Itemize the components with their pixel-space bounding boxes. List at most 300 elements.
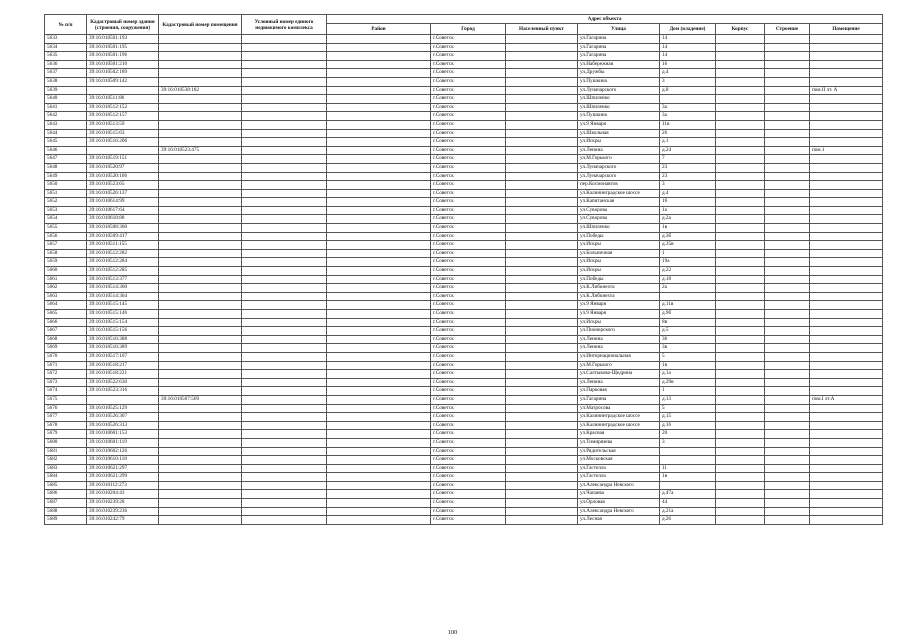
cell-settlement — [506, 327, 578, 336]
cell-district — [327, 404, 431, 413]
cell-house: 1в — [660, 361, 716, 370]
cell-street: ул.Ленина — [578, 378, 660, 387]
cell-city: г.Советск — [431, 464, 506, 473]
cell-pomeschenie — [810, 481, 883, 490]
cell-cadastral-building: 39:16:010512:157 — [87, 112, 159, 121]
cell-korpus — [716, 378, 765, 387]
cell-num: 5635 — [45, 52, 87, 61]
cell-street: ул.Дружбы — [578, 69, 660, 78]
cell-district — [327, 344, 431, 353]
cell-conditional-complex — [242, 473, 327, 482]
cell-settlement — [506, 378, 578, 387]
cell-street: ул.Матросова — [578, 404, 660, 413]
cell-city: г.Советск — [431, 95, 506, 104]
cell-num: 5641 — [45, 103, 87, 112]
cell-district — [327, 112, 431, 121]
cell-district — [327, 35, 431, 44]
cell-house: 3 — [660, 438, 716, 447]
table-row — [45, 69, 883, 78]
cell-district — [327, 172, 431, 181]
cell-cadastral-room — [159, 481, 242, 490]
cell-street: ул.Пионерского — [578, 327, 660, 336]
table-row — [45, 464, 883, 473]
cell-settlement — [506, 361, 578, 370]
cell-pomeschenie — [810, 507, 883, 516]
cell-street: ул.Пушкина — [578, 112, 660, 121]
cell-korpus — [716, 395, 765, 404]
cell-cadastral-room — [159, 516, 242, 525]
cell-city: г.Советск — [431, 430, 506, 439]
page-number: 100 — [447, 629, 458, 636]
cell-district — [327, 327, 431, 336]
table-row — [45, 103, 883, 112]
cell-conditional-complex — [242, 198, 327, 207]
cell-stroenie — [765, 69, 810, 78]
cell-num: 5671 — [45, 361, 87, 370]
cell-settlement — [506, 301, 578, 310]
cell-street: ул.Капитанская — [578, 198, 660, 207]
cell-district — [327, 77, 431, 86]
cell-conditional-complex — [242, 335, 327, 344]
cell-stroenie — [765, 361, 810, 370]
cell-cadastral-room — [159, 499, 242, 508]
cell-cadastral-room — [159, 310, 242, 319]
col-header-district: Район — [327, 24, 431, 35]
cell-city: г.Советск — [431, 172, 506, 181]
cell-cadastral-room — [159, 163, 242, 172]
cell-city: г.Советск — [431, 327, 506, 336]
cell-num: 5645 — [45, 138, 87, 147]
cell-num: 5664 — [45, 301, 87, 310]
cell-stroenie — [765, 129, 810, 138]
cell-district — [327, 516, 431, 525]
cell-pomeschenie — [810, 138, 883, 147]
cell-stroenie — [765, 481, 810, 490]
cell-street: ул.Победы — [578, 232, 660, 241]
cell-cadastral-room — [159, 335, 242, 344]
cell-city: г.Советск — [431, 215, 506, 224]
cell-korpus — [716, 35, 765, 44]
cell-city: г.Советск — [431, 241, 506, 250]
cell-conditional-complex — [242, 43, 327, 52]
cell-pomeschenie — [810, 413, 883, 422]
cell-house: д.8 — [660, 86, 716, 95]
cell-pomeschenie — [810, 69, 883, 78]
cell-street: ул.Шпиленко — [578, 224, 660, 233]
cell-cadastral-room — [159, 352, 242, 361]
cell-pomeschenie — [810, 447, 883, 456]
cell-district — [327, 292, 431, 301]
table-row — [45, 310, 883, 319]
cell-settlement — [506, 86, 578, 95]
cell-stroenie — [765, 378, 810, 387]
table-row — [45, 378, 883, 387]
cell-cadastral-building — [87, 395, 159, 404]
cell-settlement — [506, 490, 578, 499]
cell-settlement — [506, 370, 578, 379]
cell-num: 5668 — [45, 335, 87, 344]
cell-stroenie — [765, 112, 810, 121]
cell-conditional-complex — [242, 499, 327, 508]
cell-cadastral-room — [159, 138, 242, 147]
cell-pomeschenie — [810, 249, 883, 258]
cell-conditional-complex — [242, 146, 327, 155]
cell-house: 44 — [660, 499, 716, 508]
cell-pomeschenie — [810, 95, 883, 104]
cell-settlement — [506, 438, 578, 447]
cell-pomeschenie — [810, 206, 883, 215]
cell-cadastral-building: 39:16:010501:193 — [87, 35, 159, 44]
cell-street: ул.Гагарина — [578, 395, 660, 404]
cell-cadastral-building: 39:16:010501:196 — [87, 52, 159, 61]
cell-stroenie — [765, 249, 810, 258]
cell-stroenie — [765, 258, 810, 267]
cell-pomeschenie — [810, 77, 883, 86]
cell-city: г.Советск — [431, 481, 506, 490]
table-row — [45, 112, 883, 121]
cell-conditional-complex — [242, 481, 327, 490]
cell-num: 5637 — [45, 69, 87, 78]
cell-pomeschenie — [810, 52, 883, 61]
cell-district — [327, 215, 431, 224]
table-row — [45, 404, 883, 413]
cell-district — [327, 267, 431, 276]
cell-stroenie — [765, 267, 810, 276]
cell-pomeschenie — [810, 361, 883, 370]
cell-pomeschenie — [810, 473, 883, 482]
cell-street: ул.Искры — [578, 138, 660, 147]
cell-conditional-complex — [242, 378, 327, 387]
cell-stroenie — [765, 499, 810, 508]
table-row — [45, 241, 883, 250]
table-row — [45, 206, 883, 215]
table-row — [45, 138, 883, 147]
table-row — [45, 327, 883, 336]
cell-district — [327, 318, 431, 327]
cell-korpus — [716, 344, 765, 353]
cell-cadastral-building: 39:16:010515:63 — [87, 129, 159, 138]
cell-pomeschenie — [810, 387, 883, 396]
table-row — [45, 267, 883, 276]
cell-settlement — [506, 335, 578, 344]
cell-stroenie — [765, 387, 810, 396]
cell-city: г.Советск — [431, 473, 506, 482]
cell-cadastral-building: 39:16:010526:137 — [87, 189, 159, 198]
cell-cadastral-room — [159, 327, 242, 336]
cell-cadastral-building: 39:16:010618:88 — [87, 215, 159, 224]
table-row — [45, 292, 883, 301]
cell-pomeschenie — [810, 267, 883, 276]
cell-district — [327, 378, 431, 387]
cell-city: г.Советск — [431, 181, 506, 190]
cell-num: 5653 — [45, 206, 87, 215]
cell-stroenie — [765, 275, 810, 284]
cell-district — [327, 206, 431, 215]
cell-district — [327, 52, 431, 61]
cell-house: 1в — [660, 224, 716, 233]
table-row — [45, 181, 883, 190]
cell-stroenie — [765, 430, 810, 439]
cell-cadastral-building: 39:16:010517:107 — [87, 352, 159, 361]
cell-settlement — [506, 310, 578, 319]
cell-stroenie — [765, 43, 810, 52]
cell-cadastral-building: 39:16:010516:388 — [87, 335, 159, 344]
cell-num: 5666 — [45, 318, 87, 327]
cell-street: ул.Пушкина — [578, 77, 660, 86]
cell-cadastral-building: 39:16:010523:65 — [87, 181, 159, 190]
cell-house: 1в — [660, 473, 716, 482]
cell-settlement — [506, 464, 578, 473]
cell-house: д.24 — [660, 146, 716, 155]
cell-cadastral-building: 39:16:010526:307 — [87, 413, 159, 422]
cell-stroenie — [765, 215, 810, 224]
cell-korpus — [716, 155, 765, 164]
col-header-street: Улица — [578, 24, 660, 35]
cell-pomeschenie — [810, 310, 883, 319]
cell-city: г.Советск — [431, 103, 506, 112]
cell-cadastral-room — [159, 112, 242, 121]
cell-pomeschenie — [810, 224, 883, 233]
cell-num: 5662 — [45, 284, 87, 293]
cell-cadastral-room — [159, 387, 242, 396]
cell-street: ул.Искры — [578, 258, 660, 267]
cell-cadastral-building: 39:16:010601:153 — [87, 430, 159, 439]
cell-cadastral-room — [159, 421, 242, 430]
cell-cadastral-room — [159, 430, 242, 439]
table-row — [45, 232, 883, 241]
cell-street: ул.Красная — [578, 430, 660, 439]
cell-num: 5639 — [45, 86, 87, 95]
col-header-city: Город — [431, 24, 506, 35]
cell-street: ул.Гагарина — [578, 35, 660, 44]
table-row — [45, 155, 883, 164]
cell-stroenie — [765, 86, 810, 95]
cell-district — [327, 387, 431, 396]
cell-cadastral-room — [159, 318, 242, 327]
cell-city: г.Советск — [431, 499, 506, 508]
cell-house — [660, 481, 716, 490]
cell-conditional-complex — [242, 284, 327, 293]
cell-pomeschenie — [810, 120, 883, 129]
cell-num: 5661 — [45, 275, 87, 284]
table-row — [45, 481, 883, 490]
table-row — [45, 249, 883, 258]
cell-korpus — [716, 456, 765, 465]
cell-settlement — [506, 499, 578, 508]
cell-stroenie — [765, 181, 810, 190]
cell-settlement — [506, 35, 578, 44]
table-row — [45, 52, 883, 61]
cell-street: ул.Искры — [578, 267, 660, 276]
cell-stroenie — [765, 103, 810, 112]
cell-city: г.Советск — [431, 138, 506, 147]
cell-house: 11в — [660, 120, 716, 129]
cell-district — [327, 499, 431, 508]
cell-street: ул.Шпиленко — [578, 95, 660, 104]
table-row — [45, 387, 883, 396]
cell-cadastral-room — [159, 43, 242, 52]
cell-cadastral-room — [159, 198, 242, 207]
cell-house: д.26 — [660, 516, 716, 525]
cell-settlement — [506, 473, 578, 482]
cell-city: г.Советск — [431, 69, 506, 78]
table-row — [45, 95, 883, 104]
cell-cadastral-room — [159, 232, 242, 241]
cell-city: г.Советск — [431, 421, 506, 430]
cell-cadastral-room — [159, 370, 242, 379]
cell-settlement — [506, 172, 578, 181]
cell-stroenie — [765, 370, 810, 379]
cell-korpus — [716, 224, 765, 233]
cell-cadastral-building: 39:16:010239:236 — [87, 507, 159, 516]
cell-house: д.47а — [660, 490, 716, 499]
cell-city: г.Советск — [431, 301, 506, 310]
cell-pomeschenie — [810, 275, 883, 284]
cell-stroenie — [765, 310, 810, 319]
cell-street: ул.Ленина — [578, 146, 660, 155]
cell-cadastral-building — [87, 86, 159, 95]
cell-conditional-complex — [242, 224, 327, 233]
cell-stroenie — [765, 77, 810, 86]
cell-cadastral-room — [159, 129, 242, 138]
cell-district — [327, 198, 431, 207]
cell-city: г.Советск — [431, 413, 506, 422]
cell-pomeschenie: пом.1 — [810, 146, 883, 155]
cell-city: г.Советск — [431, 60, 506, 69]
cell-cadastral-building: 39:16:010518:217 — [87, 361, 159, 370]
cell-num: 5670 — [45, 352, 87, 361]
cell-num: 5667 — [45, 327, 87, 336]
cell-settlement — [506, 112, 578, 121]
cell-district — [327, 189, 431, 198]
cell-num: 5676 — [45, 404, 87, 413]
cell-cadastral-building: 39:16:010520:106 — [87, 172, 159, 181]
cell-district — [327, 129, 431, 138]
cell-num: 5643 — [45, 120, 87, 129]
cell-num: 5685 — [45, 481, 87, 490]
cell-stroenie — [765, 490, 810, 499]
cell-conditional-complex — [242, 103, 327, 112]
cell-pomeschenie — [810, 499, 883, 508]
cell-cadastral-building: 39:16:010516:206 — [87, 138, 159, 147]
cell-conditional-complex — [242, 292, 327, 301]
cell-stroenie — [765, 301, 810, 310]
cell-conditional-complex — [242, 215, 327, 224]
cell-korpus — [716, 146, 765, 155]
cell-house: 14 — [660, 52, 716, 61]
table-row — [45, 352, 883, 361]
cell-cadastral-room — [159, 249, 242, 258]
cell-street: ул.Ленина — [578, 344, 660, 353]
cell-cadastral-room — [159, 378, 242, 387]
cell-district — [327, 507, 431, 516]
cell-stroenie — [765, 284, 810, 293]
cell-city: г.Советск — [431, 456, 506, 465]
cell-pomeschenie — [810, 284, 883, 293]
col-header-house: Дом (владение) — [660, 24, 716, 35]
cell-num: 5681 — [45, 447, 87, 456]
cell-cadastral-building: 39:16:010511:86 — [87, 95, 159, 104]
cell-district — [327, 120, 431, 129]
cell-district — [327, 464, 431, 473]
cell-conditional-complex — [242, 310, 327, 319]
cell-city: г.Советск — [431, 189, 506, 198]
cell-settlement — [506, 275, 578, 284]
cell-korpus — [716, 490, 765, 499]
cell-cadastral-building: 39:16:010242:79 — [87, 516, 159, 525]
cell-house: д.11в — [660, 301, 716, 310]
cell-city: г.Советск — [431, 52, 506, 61]
cell-stroenie — [765, 421, 810, 430]
cell-city: г.Советск — [431, 438, 506, 447]
cell-cadastral-building: 39:16:010502:189 — [87, 69, 159, 78]
cell-street: ул.Парковая — [578, 387, 660, 396]
cell-house: 1 — [660, 387, 716, 396]
cell-house: 19а — [660, 258, 716, 267]
cell-cadastral-room — [159, 438, 242, 447]
cell-korpus — [716, 413, 765, 422]
cell-pomeschenie — [810, 258, 883, 267]
cell-stroenie — [765, 335, 810, 344]
cell-street: ул.М.Горького — [578, 361, 660, 370]
cell-conditional-complex — [242, 327, 327, 336]
cell-korpus — [716, 387, 765, 396]
cell-korpus — [716, 516, 765, 525]
cell-pomeschenie — [810, 318, 883, 327]
cell-stroenie — [765, 138, 810, 147]
cell-city: г.Советск — [431, 490, 506, 499]
cell-house — [660, 456, 716, 465]
cell-korpus — [716, 361, 765, 370]
cell-district — [327, 103, 431, 112]
col-header-num: № п/п — [45, 15, 87, 35]
table-row — [45, 361, 883, 370]
cell-house: д.22 — [660, 267, 716, 276]
cell-cadastral-building: 39:16:010112:273 — [87, 481, 159, 490]
cell-street: ул.Рядительская — [578, 447, 660, 456]
cell-stroenie — [765, 232, 810, 241]
cell-cadastral-room — [159, 120, 242, 129]
cell-cadastral-room — [159, 404, 242, 413]
table-row — [45, 172, 883, 181]
col-header-address-group: Адрес объекта — [327, 15, 883, 24]
cell-cadastral-building: 39:16:010508:360 — [87, 224, 159, 233]
cell-cadastral-building: 39:16:010515:156 — [87, 327, 159, 336]
cell-cadastral-room — [159, 413, 242, 422]
table-row — [45, 60, 883, 69]
cell-city: г.Советск — [431, 232, 506, 241]
table-body — [45, 35, 883, 525]
cell-street: ул.Искры — [578, 318, 660, 327]
cell-cadastral-building: 39:16:010522:630 — [87, 378, 159, 387]
cell-house: 26 — [660, 129, 716, 138]
cell-settlement — [506, 215, 578, 224]
cell-cadastral-room — [159, 215, 242, 224]
cell-street: ул.Гастелло — [578, 473, 660, 482]
cell-district — [327, 95, 431, 104]
cell-korpus — [716, 189, 765, 198]
cell-korpus — [716, 447, 765, 456]
cell-conditional-complex — [242, 430, 327, 439]
cell-pomeschenie — [810, 456, 883, 465]
cell-cadastral-room — [159, 267, 242, 276]
cell-pomeschenie — [810, 103, 883, 112]
table-row — [45, 473, 883, 482]
cell-conditional-complex — [242, 507, 327, 516]
cell-cadastral-building: 39:16:010520:97 — [87, 163, 159, 172]
table-row — [45, 438, 883, 447]
cell-pomeschenie — [810, 301, 883, 310]
